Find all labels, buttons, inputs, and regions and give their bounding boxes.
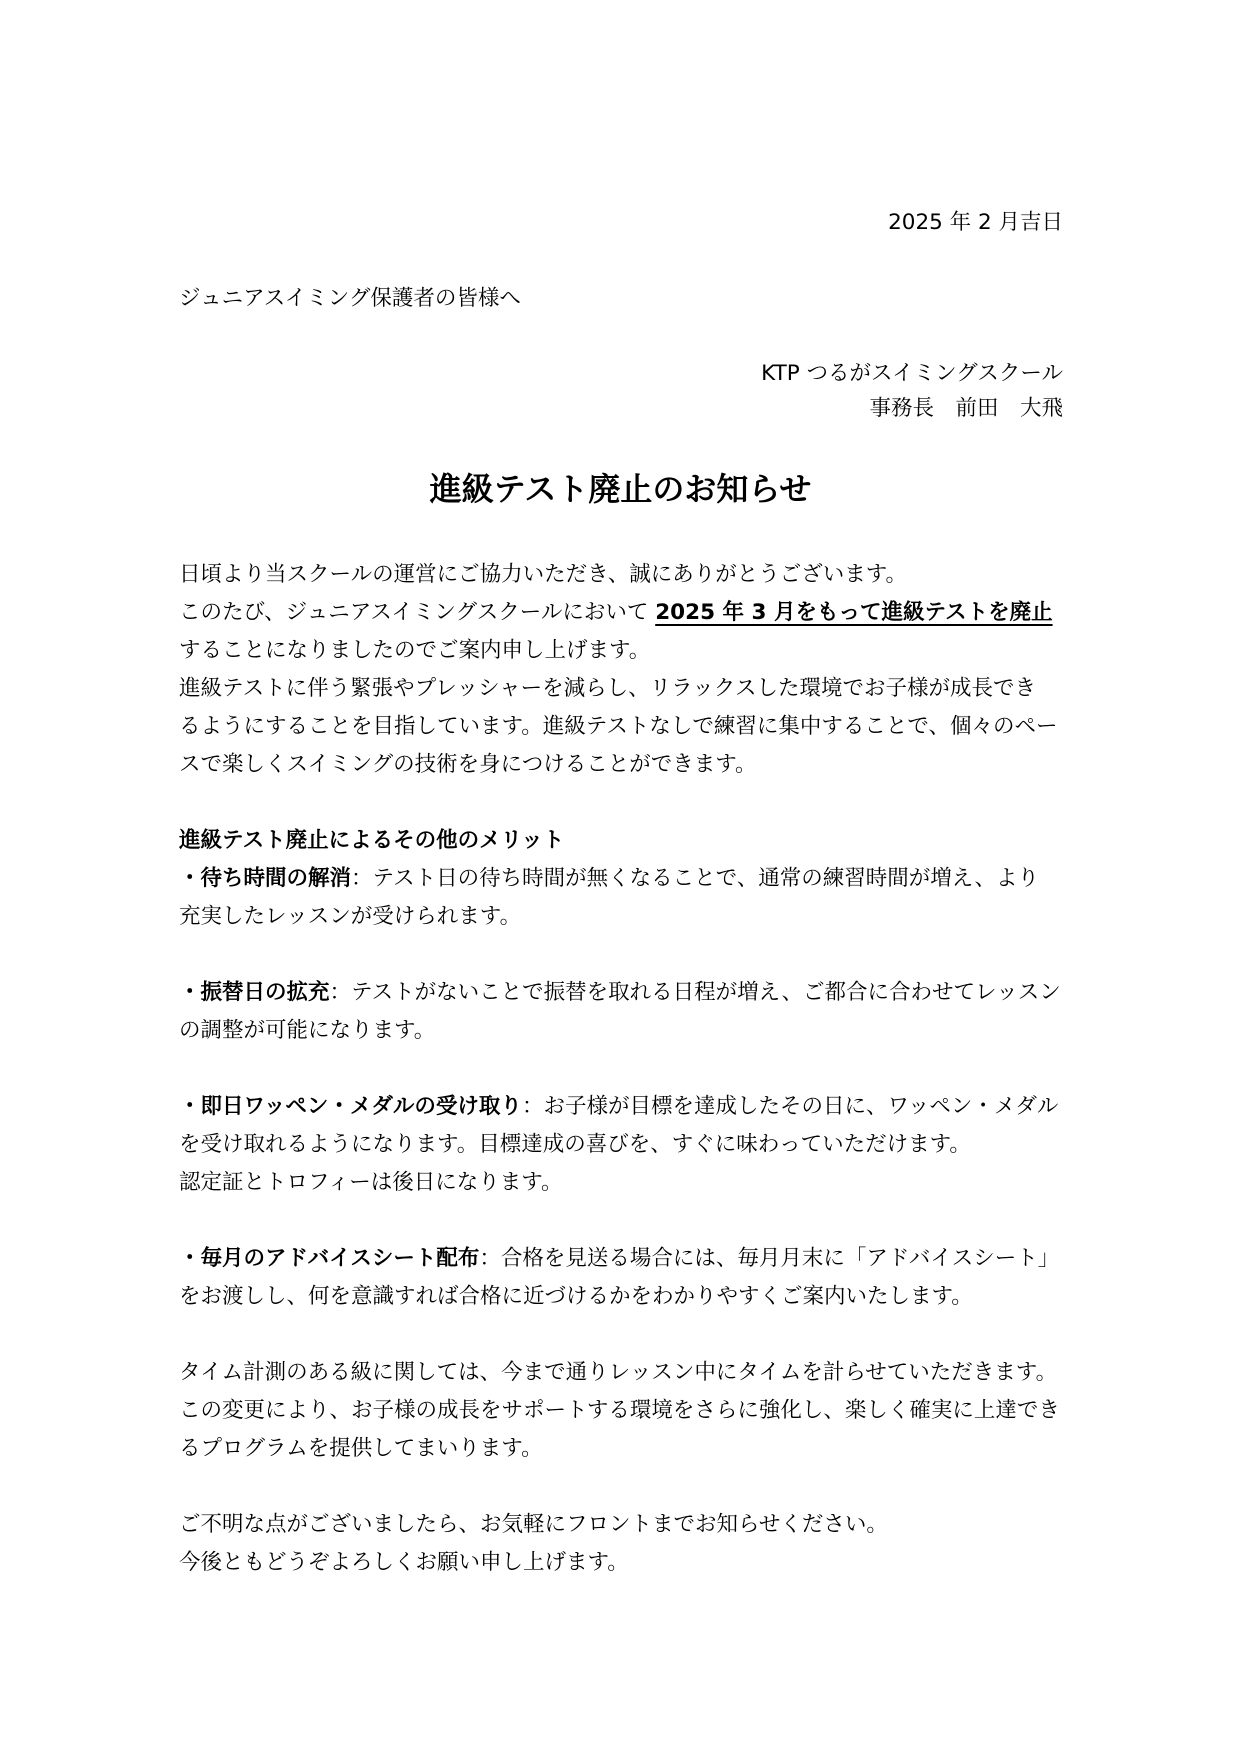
merit-text: 認定証とトロフィーは後日になります。 [179,1170,563,1195]
merit-text: ：合格を見送る場合には、毎月月末に「アドバイスシート」 [479,1246,1060,1271]
intro-line: 進級テストに伴う緊張やプレッシャーを減らし、リラックスした環境でお子様が成長でき [179,676,1036,701]
merit-text: ：お子様が目標を達成したその日に、ワッペン・メダル [521,1094,1059,1119]
merit-text: ：テスト日の待ち時間が無くなることで、通常の練習時間が増え、より [351,866,1040,891]
document-date: 2025 年 2 月吉日 [888,210,1063,235]
recipient-line: ジュニアスイミング保護者の皆様へ [179,286,521,311]
intro-line [179,594,1053,632]
closing-line: タイム計測のある級に関しては、今まで通りレッスン中にタイムを計らせていただきます。 [179,1360,1058,1385]
intro-line: することになりましたのでご案内申し上げます。 [179,638,651,663]
intro-line: スで楽しくスイミングの技術を身につけることができます。 [179,752,757,777]
merit-item [179,860,1039,898]
merit-text: をお渡しし、何を意識すれば合格に近づけるかをわかりやすくご案内いたします。 [179,1284,973,1309]
closing-line: 今後ともどうぞよろしくお願い申し上げます。 [179,1550,629,1575]
merit-text: の調整が可能になります。 [179,1018,436,1043]
merit-text: を受け取れるようになります。目標達成の喜びを、すぐに味わっていただけます。 [179,1132,971,1157]
document-title: 進級テスト廃止のお知らせ [429,470,812,508]
merits-heading: 進級テスト廃止によるその他のメリット [179,828,565,853]
intro-line-text: このたび、ジュニアスイミングスクールにおいて [179,600,656,625]
merit-item [179,1240,1059,1278]
closing-line: この変更により、お子様の成長をサポートする環境をさらに強化し、楽しく確実に上達でき [179,1398,1060,1423]
merit-text: 充実したレッスンが受けられます。 [179,904,522,929]
sender-name: 事務長 前田 大飛 [869,396,1063,421]
intro-line: 日頃より当スクールの運営にご協力いただき、誠にありがとうございます。 [179,562,907,587]
merit-label: ・毎月のアドバイスシート配布 [179,1246,480,1271]
sender-organization: KTP つるがスイミングスクール [761,361,1063,386]
abolition-announcement-emphasis: 2025 年 3 月をもって進級テストを廃止 [655,600,1053,625]
closing-line: るプログラムを提供してまいります。 [179,1436,543,1461]
merit-label: ・待ち時間の解消 [179,866,352,891]
intro-line: るようにすることを目指しています。進級テストなしで練習に集中することで、個々のペー [179,714,1058,739]
closing-line: ご不明な点がございましたら、お気軽にフロントまでお知らせください。 [179,1512,888,1537]
merit-item [179,1088,1058,1126]
merit-text: ：テストがないことで振替を取れる日程が増え、ご都合に合わせてレッスン [329,980,1061,1005]
merit-label: ・即日ワッペン・メダルの受け取り [179,1094,522,1119]
merit-item [179,974,1061,1012]
merit-label: ・振替日の拡充 [179,980,330,1005]
